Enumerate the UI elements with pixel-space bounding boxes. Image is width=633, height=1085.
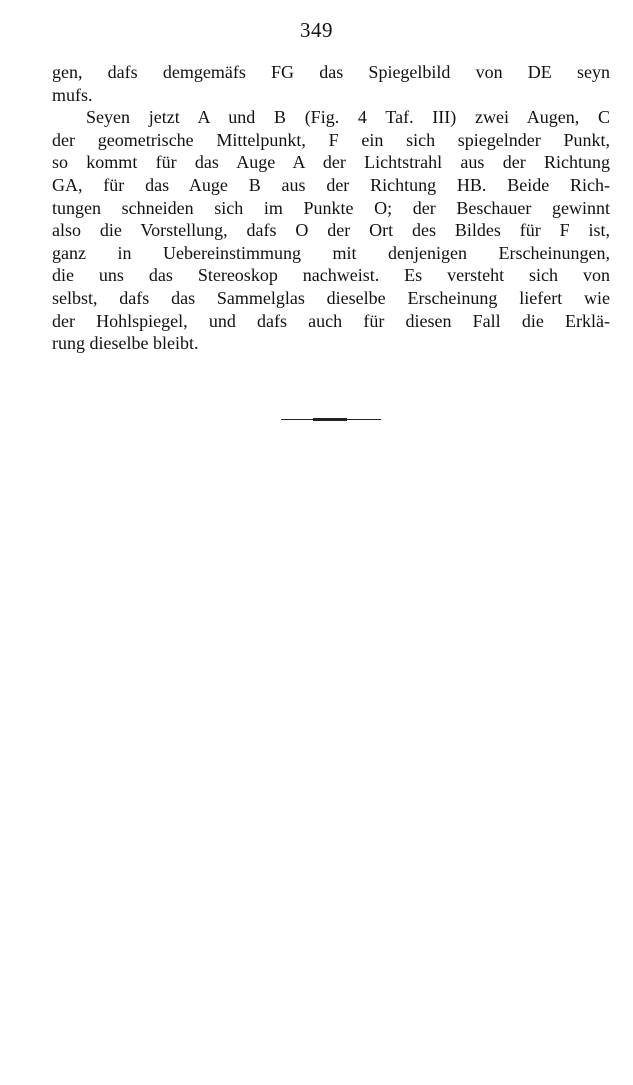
text-line: rung dieselbe bleibt. — [52, 333, 199, 354]
rule-thick-center — [313, 418, 347, 421]
text-line: der Hohlspiegel, und dafs auch für diesen Fall die Erklä- — [52, 310, 610, 331]
text-line: also die Vorstellung, dafs O der Ort des Bildes für F ist, — [52, 220, 610, 241]
text-line: der geometrische Mittelpunkt, F ein sich spiegelnder Punkt, — [52, 129, 610, 150]
paragraph-stereoscope — [52, 106, 610, 355]
text-line: ganz in Uebereinstimmung mit denjenigen Erscheinungen, — [52, 242, 610, 263]
text-line: GA, für das Auge B aus der Richtung HB. Beide Rich- — [52, 174, 610, 195]
text-line: gen, dafs demgemäfs FG das Spiegelbild von DE seyn — [52, 62, 610, 82]
text-block — [52, 61, 610, 355]
text-line: mufs. — [52, 84, 93, 105]
page-number: 349 — [300, 18, 333, 42]
text-line: so kommt für das Auge A der Lichtstrahl aus der Richtung — [52, 152, 610, 173]
text-line: selbst, dafs das Sammelglas dieselbe Erscheinung liefert wie — [52, 287, 610, 308]
text-line: Seyen jetzt A und B (Fig. 4 Taf. III) zwei Augen, C — [86, 107, 610, 128]
section-end-rule — [281, 417, 381, 423]
text-line: tungen schneiden sich im Punkte O; der Beschauer gewinnt — [52, 197, 610, 218]
text-line: die uns das Stereoskop nachweist. Es versteht sich von — [52, 265, 610, 286]
paragraph-continuation — [52, 61, 610, 106]
